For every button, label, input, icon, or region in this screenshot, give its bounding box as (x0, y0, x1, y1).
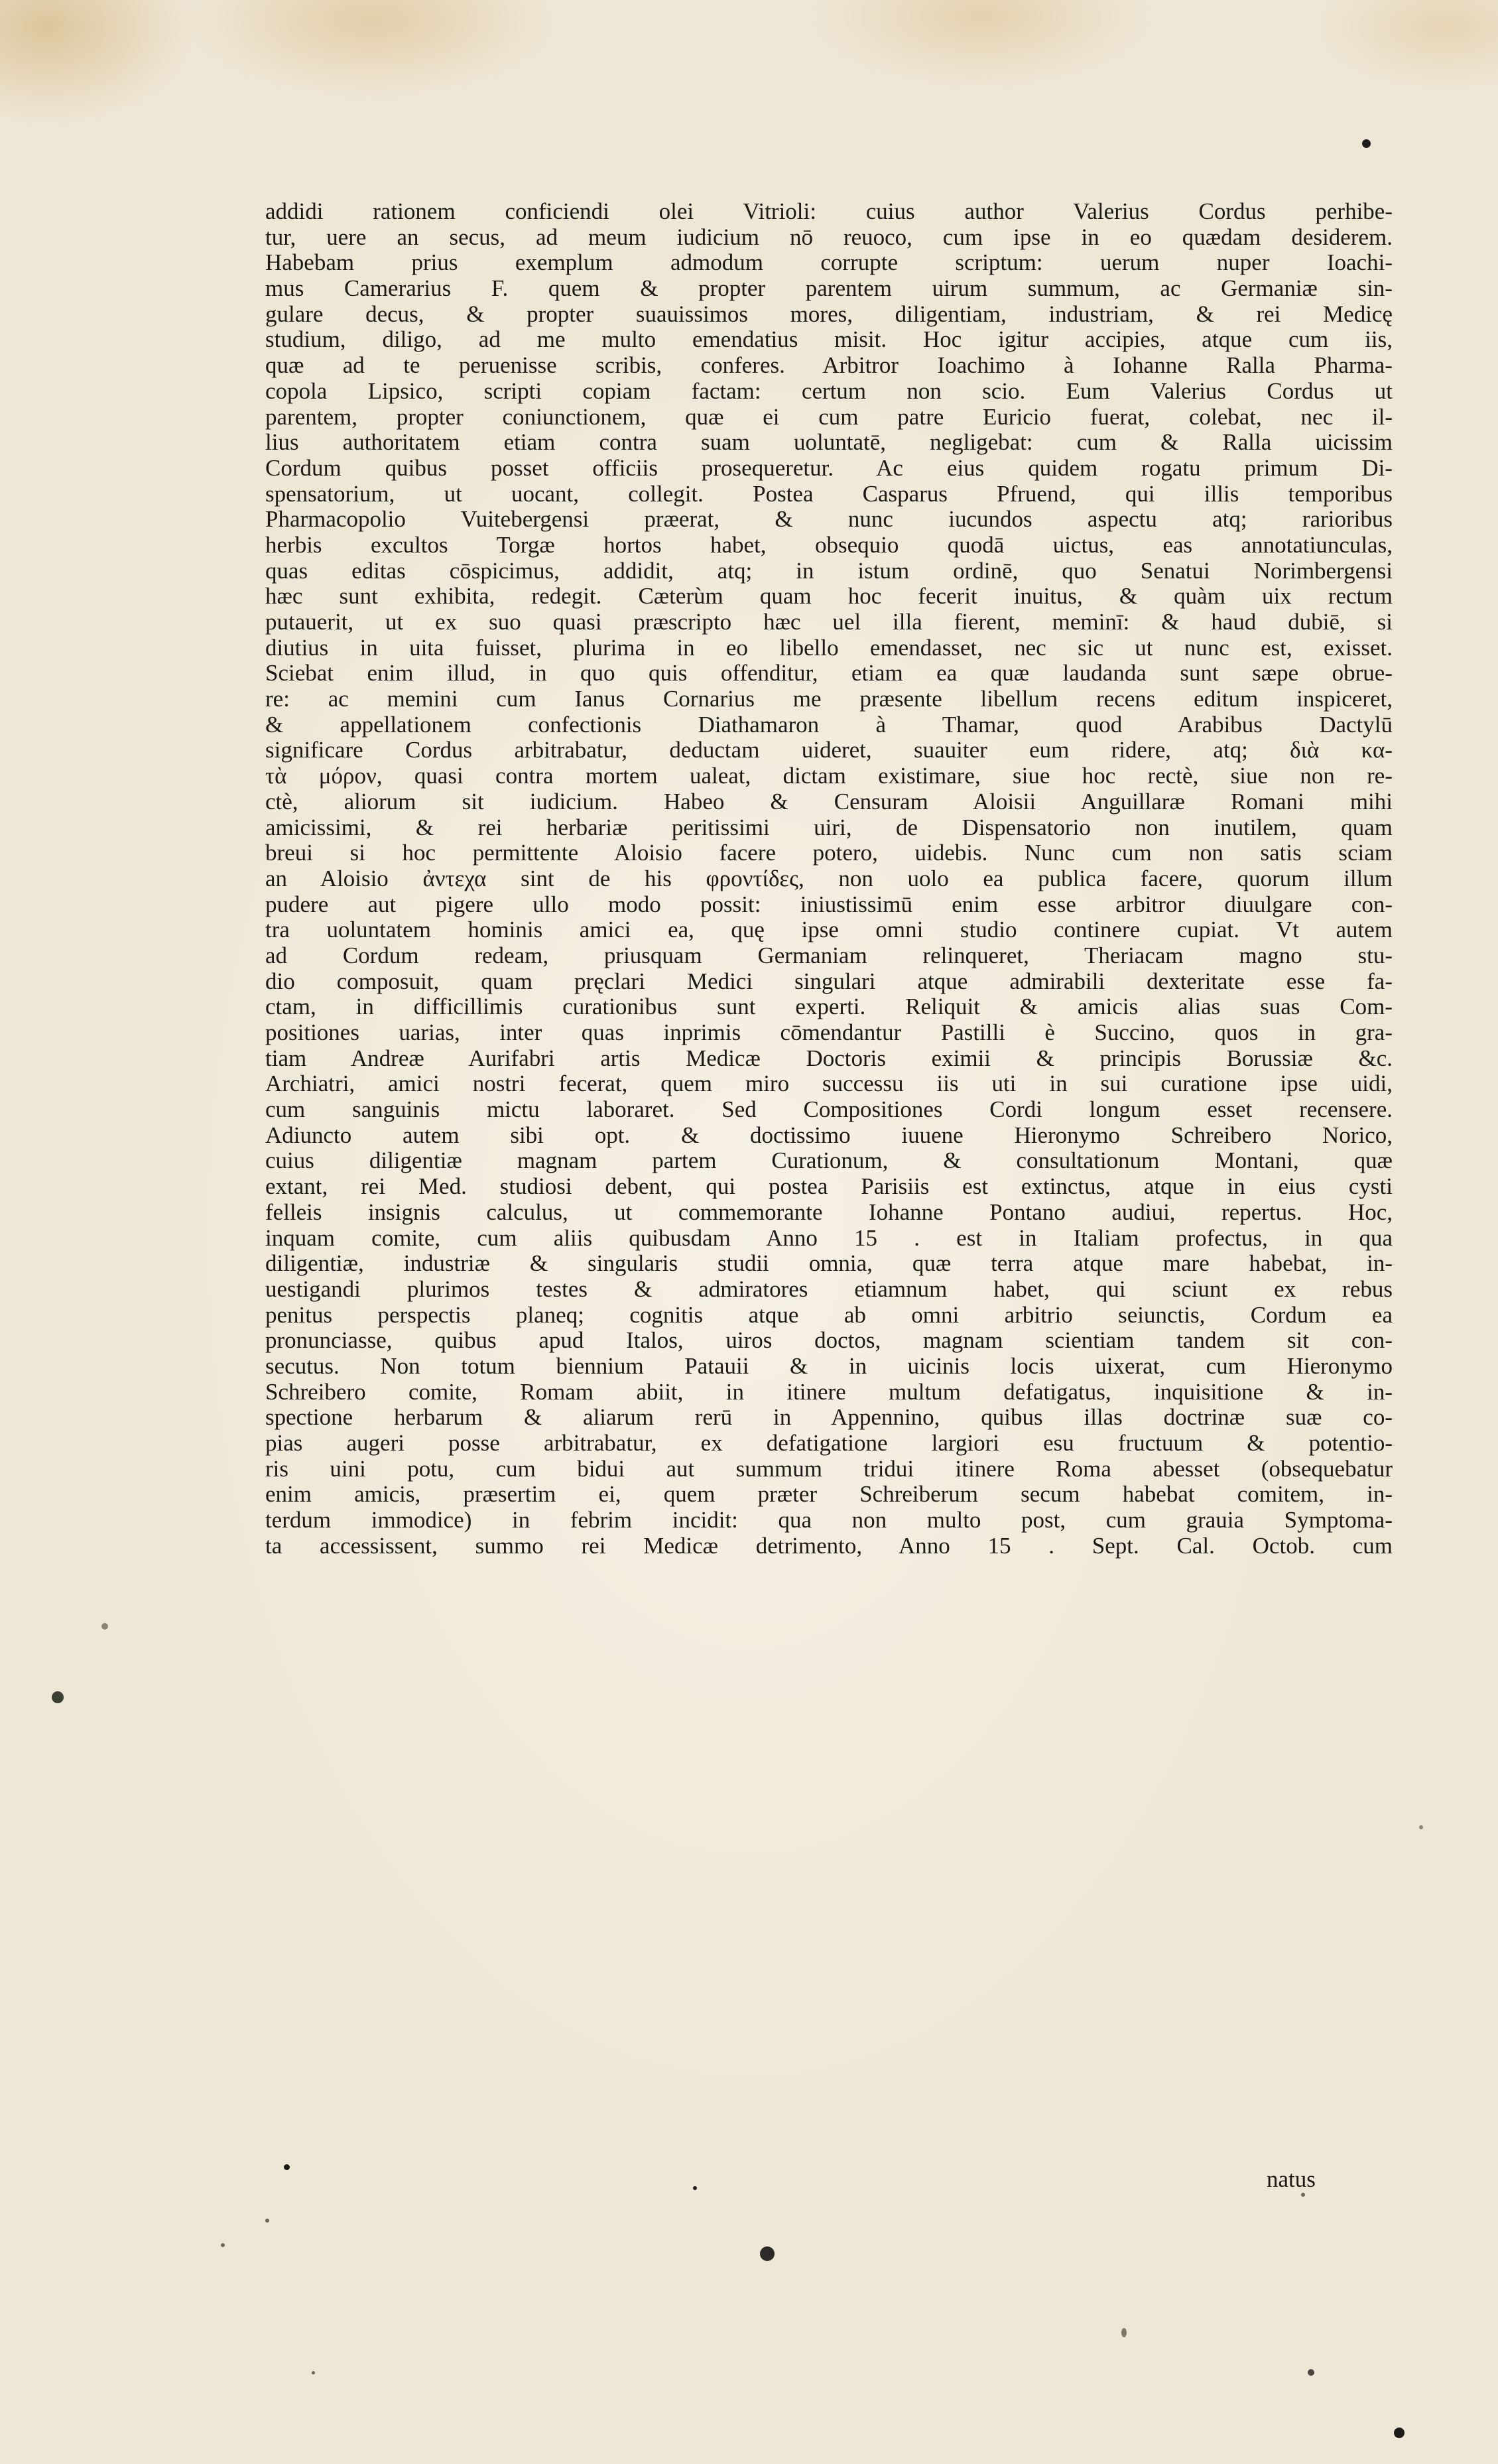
text-line: parentem, propter coniunctionem, quæ ei cum patre Euricio fuerat, colebat, nec il- (265, 404, 1393, 430)
text-line: secutus. Non totum biennium Patauii & in uicinis locis uixerat, cum Hieronymo (265, 1353, 1393, 1379)
ink-speck (1121, 2328, 1127, 2337)
ink-speck (101, 1623, 108, 1630)
text-line: tiam Andreæ Aurifabri artis Medicæ Doctoris eximii & principis Borussiæ &c. (265, 1045, 1393, 1071)
ink-speck (265, 2219, 269, 2223)
text-line: gulare decus, & propter suauissimos mores, diligentiam, industriam, & rei Medicę (265, 301, 1393, 327)
text-line: Pharmacopolio Vuitebergensi præerat, & nunc iucundos aspectu atq; rarioribus (265, 507, 1393, 533)
text-line: Habebam prius exemplum admodum corrupte scriptum: uerum nuper Ioachi- (265, 250, 1393, 276)
ink-speck (760, 2246, 775, 2261)
text-line: quæ ad te peruenisse scribis, conferes. Arbitror Ioachimo à Iohanne Ralla Pharma- (265, 353, 1393, 379)
text-line: herbis excultos Torgæ hortos habet, obsequio quodā uictus, eas annotatiunculas, (265, 532, 1393, 558)
text-line: ad Cordum redeam, priusquam Germaniam relinqueret, Theriacam magno stu- (265, 942, 1393, 968)
text-line: copola Lipsico, scripti copiam factam: certum non scio. Eum Valerius Cordus ut (265, 378, 1393, 404)
text-line: lius authoritatem etiam contra suam uoluntatē, negligebat: cum & Ralla uicissim (265, 430, 1393, 456)
latin-text-block (265, 199, 1393, 1559)
text-line: putauerit, ut ex suo quasi præscripto hæc uel illa fierent, meminī: & haud dubiē, si (265, 610, 1393, 635)
text-line: uestigandi plurimos testes & admiratores etiamnum habet, qui sciunt ex rebus (265, 1276, 1393, 1302)
text-line: Archiatri, amici nostri fecerat, quem miro successu iis uti in sui curatione ipse uidi, (265, 1071, 1393, 1097)
text-line: breui si hoc permittente Aloisio facere potero, uidebis. Nunc cum non satis sciam (265, 840, 1393, 866)
text-line: significare Cordus arbitrabatur, deductam uideret, suauiter eum ridere, atq; διὰ κα- (265, 738, 1393, 763)
text-line: dio composuit, quam pręclari Medici singulari atque admirabili dexteritate esse fa- (265, 968, 1393, 994)
ink-speck (1394, 2428, 1404, 2438)
text-line: terdum immodice) in febrim incidit: qua non multo post, cum grauia Symptoma- (265, 1508, 1393, 1533)
text-line: positiones uarias, inter quas inprimis cōmendantur Pastilli è Succino, quos in gra- (265, 1020, 1393, 1045)
text-line: pias augeri posse arbitrabatur, ex defatigatione largiori esu fructuum & potentio- (265, 1431, 1393, 1456)
text-line: tra uoluntatem hominis amici ea, quę ipse omni studio continere cupiat. Vt autem (265, 917, 1393, 943)
text-line: inquam comite, cum aliis quibusdam Anno 15 . est in Italiam profectus, in qua (265, 1225, 1393, 1251)
ink-speck (221, 2243, 225, 2247)
ink-speck (1308, 2369, 1314, 2376)
text-line: mus Camerarius F. quem & propter parentem uirum summum, ac Germaniæ sin- (265, 276, 1393, 302)
text-line: addidi rationem conficiendi olei Vitrioli: cuius author Valerius Cordus perhibe- (265, 199, 1393, 224)
text-line: pudere aut pigere ullo modo possit: iniustissimū enim esse arbitror diuulgare con- (265, 891, 1393, 917)
text-line: hæc sunt exhibita, redegit. Cæterùm quam hoc fecerit inuitus, & quàm uix rectum (265, 584, 1393, 610)
text-line: felleis insignis calculus, ut commemorante Iohanne Pontano audiui, repertus. Hoc, (265, 1199, 1393, 1225)
catchword: natus (1267, 2166, 1316, 2192)
text-line: & appellationem confectionis Diathamaron à Thamar, quod Arabibus Dactylū (265, 712, 1393, 738)
text-line: ctam, in difficillimis curationibus sunt experti. Reliquit & amicis alias suas Com- (265, 994, 1393, 1020)
text-line: ris uini potu, cum bidui aut summum tridui itinere Roma abesset (obsequebatur (265, 1456, 1393, 1482)
text-line: quas editas cōspicimus, addidit, atq; in istum ordinē, quo Senatui Norimbergensi (265, 558, 1393, 584)
text-line: cum sanguinis mictu laboraret. Sed Compositiones Cordi longum esset recensere. (265, 1097, 1393, 1123)
text-line: studium, diligo, ad me multo emendatius misit. Hoc igitur accipies, atque cum iis, (265, 327, 1393, 353)
text-line: tur, uere an secus, ad meum iudicium nō reuoco, cum ipse in eo quædam desiderem. (265, 224, 1393, 250)
text-line: τὰ μόρον, quasi contra mortem ualeat, dictam existimare, siue hoc rectè, siue non re- (265, 763, 1393, 789)
text-line: spensatorium, ut uocant, collegit. Postea Casparus Pfruend, qui illis temporibus (265, 481, 1393, 507)
text-line: ta accessissent, summo rei Medicæ detrimento, Anno 15 . Sept. Cal. Octob. cum (265, 1533, 1393, 1559)
ink-speck (52, 1691, 64, 1703)
text-line: Schreibero comite, Romam abiit, in itinere multum defatigatus, inquisitione & in- (265, 1379, 1393, 1405)
text-line: penitus perspectis planeq; cognitis atque ab omni arbitrio seiunctis, Cordum ea (265, 1302, 1393, 1328)
text-line: pronunciasse, quibus apud Italos, uiros doctos, magnam scientiam tandem sit con- (265, 1328, 1393, 1354)
text-line: ctè, aliorum sit iudicium. Habeo & Censuram Aloisii Anguillaræ Romani mihi (265, 789, 1393, 814)
text-line: cuius diligentiæ magnam partem Curationum, & consultationum Montani, quæ (265, 1148, 1393, 1174)
text-line: an Aloisio ἀντεχα sint de his φροντίδες, non uolo ea publica facere, quorum illum (265, 866, 1393, 891)
text-line: Sciebat enim illud, in quo quis offenditur, etiam ea quæ laudanda sunt sæpe obrue- (265, 661, 1393, 686)
text-line: enim amicis, præsertim ei, quem præter Schreiberum secum habebat comitem, in- (265, 1482, 1393, 1508)
text-line: Adiuncto autem sibi opt. & doctissimo iuuene Hieronymo Schreibero Norico, (265, 1122, 1393, 1148)
ink-speck (693, 2186, 697, 2190)
text-line: re: ac memini cum Ianus Cornarius me præsente libellum recens editum inspiceret, (265, 686, 1393, 712)
ink-speck (312, 2371, 315, 2374)
text-line: amicissimi, & rei herbariæ peritissimi uiri, de Dispensatorio non inutilem, quam (265, 814, 1393, 840)
ink-speck (1419, 1825, 1423, 1829)
text-line: Cordum quibus posset officiis prosequeretur. Ac eius quidem rogatu primum Di- (265, 455, 1393, 481)
ink-speck (1301, 2193, 1305, 2197)
text-line: diutius in uita fuisset, plurima in eo libello emendasset, nec sic ut nunc est, exisset. (265, 635, 1393, 661)
text-line: extant, rei Med. studiosi debent, qui postea Parisiis est extinctus, atque in eius cysti (265, 1174, 1393, 1200)
text-line: diligentiæ, industriæ & singularis studii omnia, quæ terra atque mare habebat, in- (265, 1251, 1393, 1277)
ink-speck (1362, 139, 1371, 148)
text-line: spectione herbarum & aliarum rerū in Appennino, quibus illas doctrinæ suæ co- (265, 1405, 1393, 1431)
ink-speck (284, 2164, 290, 2170)
